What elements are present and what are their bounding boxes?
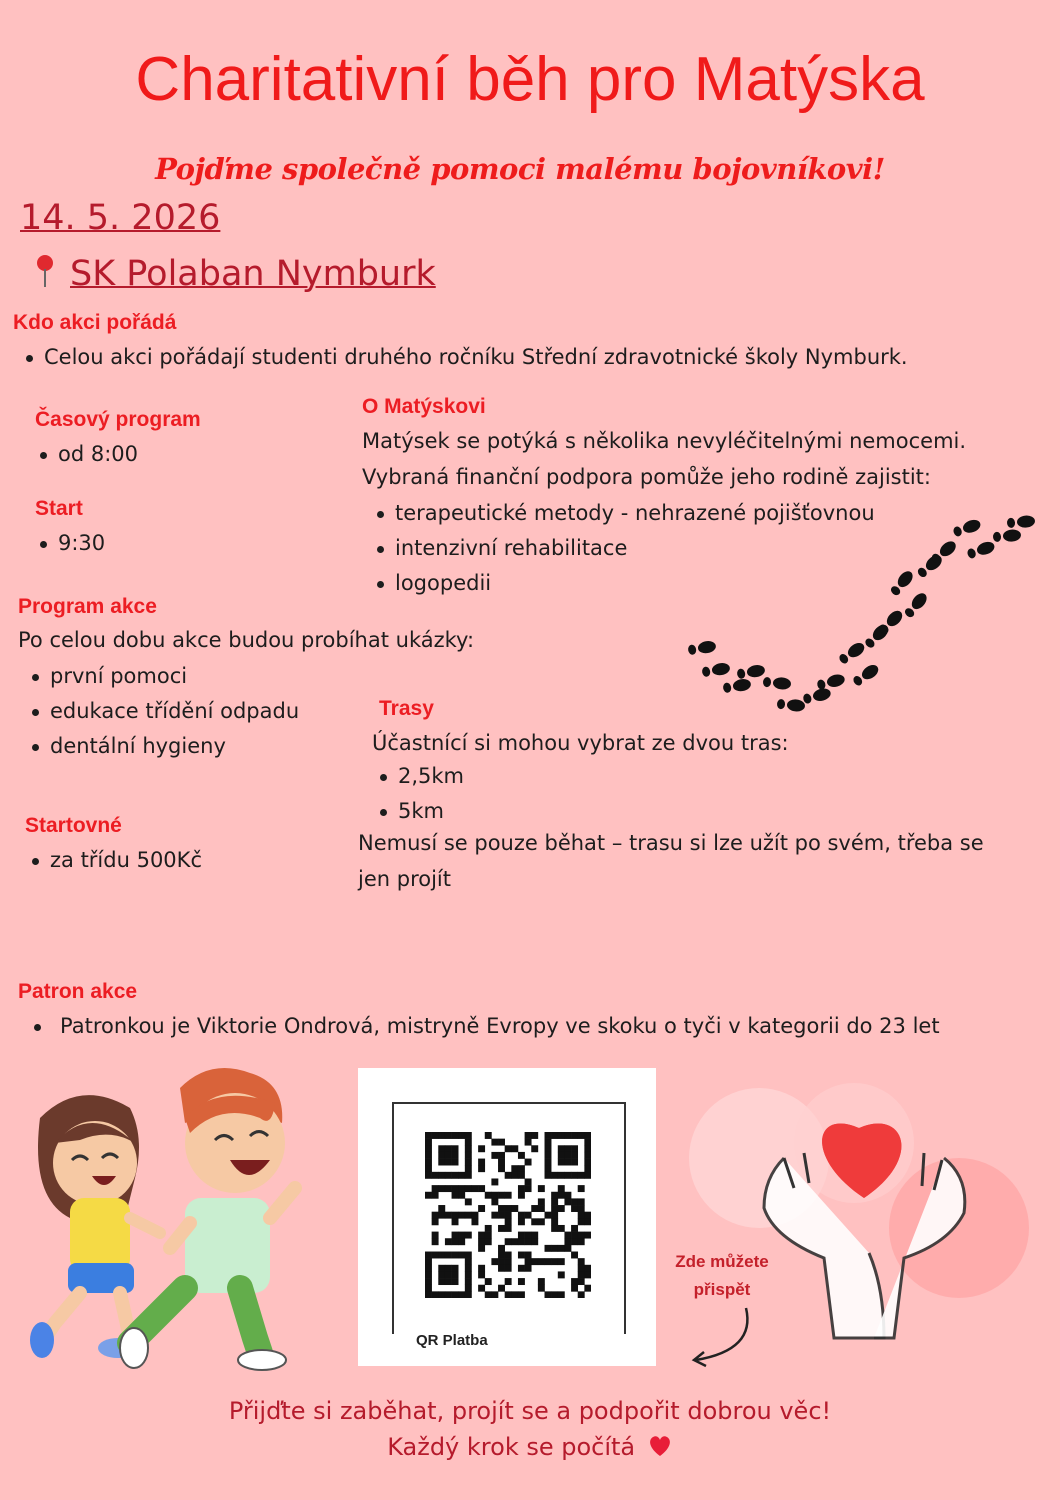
qr-card[interactable] — [358, 1068, 656, 1366]
footprint — [722, 678, 752, 695]
footprint — [837, 640, 867, 666]
about-heading: O Matýskovi — [362, 395, 486, 418]
footprint — [966, 540, 996, 561]
footprint — [802, 687, 832, 706]
start-heading: Start — [35, 497, 83, 520]
heart-icon — [647, 1434, 673, 1458]
footprint — [1007, 515, 1036, 529]
program-heading: Program akce — [18, 595, 157, 618]
donate-line-2: přispět — [693, 1280, 751, 1299]
donate-note — [660, 1248, 784, 1304]
map-pin-icon — [32, 253, 58, 289]
running-kids-illustration — [10, 1048, 330, 1374]
footprint — [736, 664, 766, 681]
list-item: intenzivní rehabilitace — [373, 531, 875, 566]
program-list — [28, 659, 299, 764]
list-item: 9:30 — [36, 526, 105, 561]
footprint — [993, 529, 1022, 543]
list-item: za třídu 500Kč — [28, 843, 202, 878]
footprint — [816, 673, 846, 692]
footer-line-2: Každý krok se počítá — [387, 1433, 636, 1461]
routes-list — [376, 759, 464, 829]
footprint — [929, 538, 958, 565]
patron-heading: Patron akce — [18, 980, 138, 1003]
list-item: první pomoci — [28, 659, 299, 694]
footprint — [888, 568, 915, 597]
about-line-2: Vybraná finanční podpora pomůže jeho rodině zajistit: — [362, 465, 931, 489]
footprint — [763, 676, 792, 690]
start-list — [36, 526, 105, 561]
list-item: Patronkou je Viktorie Ondrová, mistryně Evropy ve skoku o tyči v kategorii do 23 let — [30, 1009, 940, 1044]
organizer-heading: Kdo akci pořádá — [13, 311, 177, 334]
footprint — [777, 698, 806, 712]
qr-label: QR Platba — [416, 1332, 488, 1349]
program-intro: Po celou dobu akce budou probíhat ukázky: — [18, 628, 475, 652]
donate-line-1: Zde můžete — [675, 1252, 769, 1271]
organizer-list — [22, 340, 908, 375]
routes-intro: Účastnící si mohou vybrat ze dvou tras: — [372, 731, 789, 755]
patron-list — [30, 1009, 940, 1044]
schedule-list — [36, 437, 138, 472]
routes-note-line-2: jen projít — [358, 867, 451, 891]
fee-heading: Startovné — [25, 814, 122, 837]
list-item: terapeutické metody - nehrazené pojišťovnou — [373, 496, 875, 531]
venue-label: SK Polaban Nymburk — [70, 254, 436, 294]
footprints-icon — [672, 512, 1042, 722]
footprint — [902, 590, 929, 619]
footprint — [687, 640, 717, 657]
footprint — [701, 662, 731, 679]
list-item: dentální hygieny — [28, 729, 299, 764]
list-item: 2,5km — [376, 759, 464, 794]
footprint — [851, 662, 881, 688]
footer-line-2-wrap — [0, 1433, 1060, 1461]
about-line-1: Matýsek se potýká s několika nevyléčitelnými nemocemi. — [362, 429, 967, 453]
routes-heading: Trasy — [379, 697, 434, 720]
page-title: Charitativní běh pro Matýska — [135, 45, 925, 114]
routes-note-line-1: Nemusí se pouze běhat – trasu si lze užít po svém, třeba se — [358, 831, 984, 855]
event-date: 14. 5. 2026 — [20, 198, 221, 238]
footer-line-1: Přijďte si zaběhat, projít se a podpořit dobrou věc! — [228, 1397, 832, 1425]
subtitle: Pojďme společně pomoci malému bojovníkovi! — [155, 152, 885, 186]
qr-code-icon[interactable] — [425, 1132, 591, 1298]
footprint — [863, 622, 891, 650]
fee-list — [28, 843, 202, 878]
list-item: od 8:00 — [36, 437, 138, 472]
schedule-heading: Časový program — [35, 408, 201, 431]
list-item: Celou akci pořádají studenti druhého ročníku Střední zdravotnické školy Nymburk. — [22, 340, 908, 375]
curved-arrow-icon — [686, 1300, 766, 1370]
list-item: logopedii — [373, 566, 875, 601]
list-item: edukace třídění odpadu — [28, 694, 299, 729]
event-venue — [22, 253, 436, 294]
footprint — [952, 518, 982, 539]
footprint — [915, 552, 944, 579]
list-item: 5km — [376, 794, 464, 829]
